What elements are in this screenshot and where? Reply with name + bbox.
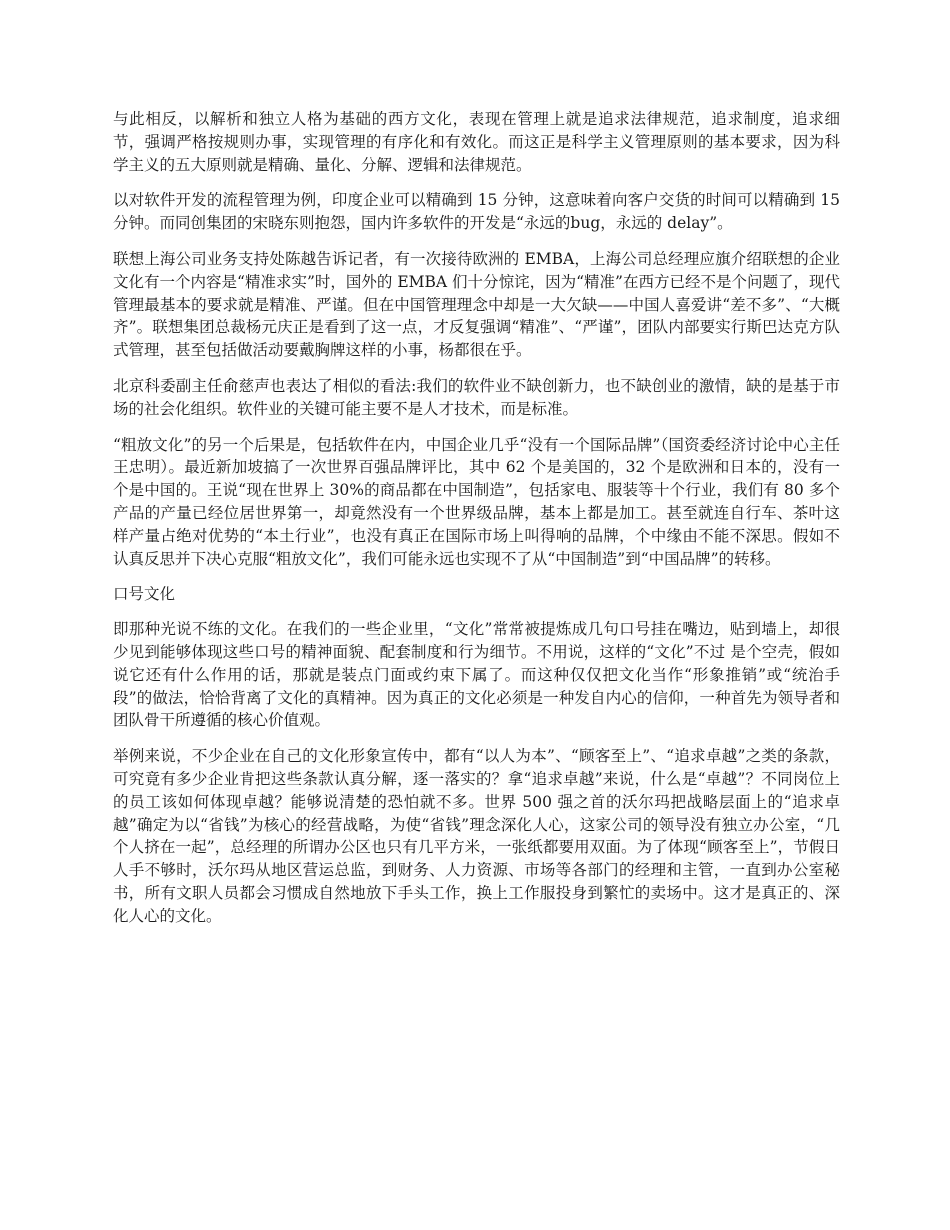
paragraph-beijing-commission: 北京科委副主任俞慈声也表达了相似的看法:我们的软件业不缺创新力，也不缺创业的激情，缺的是基于市场的社会化组织。软件业的关键可能主要不是人才技术，而是标准。	[113, 376, 840, 418]
paragraph-western-culture: 与此相反，以解析和独立人格为基础的西方文化，表现在管理上就是追求法律规范，追求制度，追求细节，强调严格按规则办事，实现管理的有序化和有效化。而这正是科学主义管理原则的基本要求，因为科学主义的五大原则就是精确、量化、分解、逻辑和法律规范。	[113, 110, 840, 174]
section-heading: 口号文化	[113, 585, 176, 604]
paragraph-extensive-culture-brands: “粗放文化”的另一个后果是，包括软件在内，中国企业几乎“没有一个国际品牌”（国资委经济讨论中心主任王忠明）。最近新加坡搞了一次世界百强品牌评比，其中 62 个是美国的，32 个是欧洲和日本的，没有一个是中国的。王说“现在世界上 30%的商品都在中国制造”，包括家电、服装等十个行业，我们有 80 多个产品的产量已经位居世界第一，却竟然没有一个世界级品牌，基本上都是加工。甚至就连自行车、茶叶这样产量占绝对优势的“本土行业”，也没有真正在国际市场上叫得响的品牌，个中缘由不能不深思。假如不认真反思并下决心克服“粗放文化”，我们可能永远也实现不了从“中国制造”到“中国品牌”的转移。	[113, 435, 840, 568]
paragraph-lenovo-precision: 联想上海公司业务支持处陈越告诉记者，有一次接待欧洲的 EMBA，上海公司总经理应旗介绍联想的企业文化有一个内容是“精准求实”时，国外的 EMBA 们十分惊诧，因为“精准”在西方已经不是个问题了，现代管理最基本的要求就是精准、严谨。但在中国管理理念中却是一大欠缺——中国人喜爱讲“差不多”、“大概齐”。联想集团总裁杨元庆正是看到了这一点，才反复强调“精准”、“严谨”，团队内部要实行斯巴达克方队式管理，甚至包括做活动要戴胸牌这样的小事，杨都很在乎。	[113, 249, 840, 360]
paragraph-software-process: 以对软件开发的流程管理为例，印度企业可以精确到 15 分钟，这意味着向客户交货的时间可以精确到 15 分钟。而同创集团的宋晓东则抱怨，国内许多软件的开发是“永远的bug，永远的 delay”。	[113, 191, 840, 233]
paragraph-slogan-culture: 即那种光说不练的文化。在我们的一些企业里，“文化”常常被提炼成几句口号挂在嘴边，贴到墙上，却很少见到能够体现这些口号的精神面貌、配套制度和行为细节。不用说，这样的“文化”不过 是个空壳，假如说它还有什么作用的话，那就是装点门面或约束下属了。而这种仅仅把文化当作“形象推销”或“统治手段”的做法，恰恰背离了文化的真精神。因为真正的文化必须是一种发自内心的信仰，一种首先为领导者和团队骨干所遵循的核心价值观。	[113, 620, 840, 730]
paragraph-walmart-example: 举例来说，不少企业在自己的文化形象宣传中，都有“以人为本”、“顾客至上”、“追求卓越”之类的条款，可究竟有多少企业肯把这些条款认真分解，逐一落实的？拿“追求卓越”来说，什么是“卓越”？不同岗位上的员工该如何体现卓越？能够说清楚的恐怕就不多。世界 500 强之首的沃尔玛把战略层面上的“追求卓越”确定为以“省钱”为核心的经营战略，为使“省钱”理念深化人心，这家公司的领导没有独立办公室，“几个人挤在一起”，总经理的所谓办公区也只有几平方米，一张纸都要用双面。为了体现“顾客至上”，节假日人手不够时，沃尔玛从地区营运总监，到财务、人力资源、市场等各部门的经理和主管，一直到办公室秘书，所有文职人员都会习惯成自然地放下手头工作，换上工作服投身到繁忙的卖场中。这才是真正的、深化人心的文化。	[113, 747, 840, 925]
document-page	[113, 108, 840, 941]
